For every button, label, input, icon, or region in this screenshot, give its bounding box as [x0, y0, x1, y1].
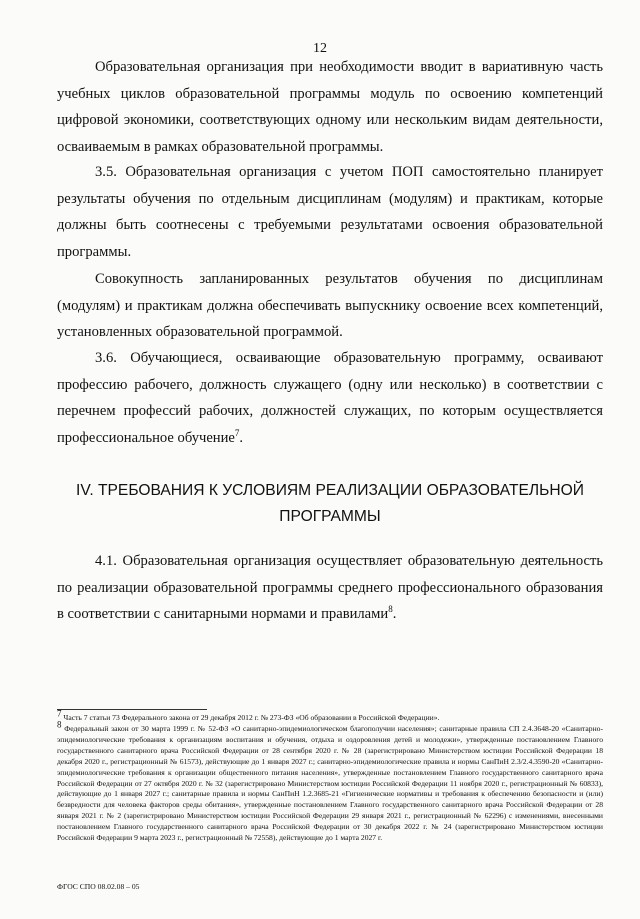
paragraph-results: [57, 266, 603, 346]
footnote-8-mark: 8: [57, 719, 62, 730]
paragraph-3-5: [57, 159, 603, 265]
document-code-footer: ФГОС СПО 08.02.08 – 05: [57, 882, 140, 891]
paragraph-3-6-body: 3.6. Обучающиеся, осваивающие образовательную программу, осваивают профессию рабочего, должность служащего (одну или несколько) в соответствии с перечнем профессий рабочих, должностей служащих, по которым осуществляется профессиональное обучение: [57, 350, 603, 446]
footnote-separator: [57, 709, 207, 710]
footnote-ref-8[interactable]: 8: [388, 604, 393, 615]
footnote-7-mark: 7: [57, 708, 62, 719]
footnote-7-body: Часть 7 статьи 73 Федерального закона от 29 декабря 2012 г. № 273-ФЗ «Об образовании в Российской Федерации».: [63, 713, 440, 722]
page-number: 12: [313, 41, 327, 56]
footnote-ref-7[interactable]: 7: [234, 427, 240, 438]
section-heading: IV. ТРЕБОВАНИЯ К УСЛОВИЯМ РЕАЛИЗАЦИИ ОБРАЗОВАТЕЛЬНОЙ ПРОГРАММЫ: [76, 482, 584, 525]
period: .: [239, 429, 244, 446]
paragraph-1: [57, 54, 603, 160]
paragraph-4-1-text: [57, 548, 603, 628]
footnote-8-text: [57, 719, 603, 844]
paragraph-1-text: Образовательная организация при необходимости вводит в вариативную часть учебных циклов образовательной программы модуль по освоению компетенций цифровой экономики, соответствующих одному или нескольким видам деятельности, осваиваемым в рамках образовательной программы.: [57, 59, 603, 155]
paragraph-3-6-text: [57, 345, 603, 451]
period: .: [392, 606, 397, 622]
paragraph-4-1-body: 4.1. Образовательная организация осуществляет образовательную деятельность по реализации образовательной программы среднего профессионального образования в соответствии с санитарными нормами и правилами: [57, 553, 603, 622]
paragraph-3-5-text: 3.5. Образовательная организация с учетом ПОП самостоятельно планирует результаты обучения по отдельным дисциплинам (модулям) и практикам, которые должны быть соотнесены с требуемыми результатами освоения образовательной программы.: [57, 164, 603, 260]
paragraph-3-6: [57, 345, 603, 451]
footnote-8-body: Федеральный закон от 30 марта 1999 г. № 52-ФЗ «О санитарно-эпидемиологическом благополучии населения»; санитарные правила СП 2.4.3648-20 «Санитарно-эпидемиологические требования к организациям воспитания и обучения, отдыха и оздоровления детей и молодежи», утвержденные постановлением Главного государственного санитарного врача Российской Федерации от 28 сентября 2020 г. № 28 (зарегистрировано Министерством юстиции Российской Федерации 18 декабря 2020 г., регистрационный № 61573), действующие до 1 января 2027 г.; санитарно-эпидемиологические правила и нормы СанПиН 2.3/2.4.3590-20 «Санитарно-эпидемиологические требования к организации общественного питания населения», утвержденные постановлением Главного государственного санитарного врача Российской Федерации от 27 октября 2020 г. № 32 (зарегистрировано Министерством юстиции Российской Федерации 11 ноября 2020 г., регистрационный № 60833), действующие до 1 января 2027 г.; санитарные правила и нормы СанПиН 1.2.3685-21 «Гигиенические нормативы и требования к обеспечению безопасности и (или) безвредности для человека факторов среды обитания», утвержденные постановлением Главного государственного санитарного врача Российской Федерации от 28 января 2021 г. № 2 (зарегистрировано Министерством юстиции Российской Федерации 29 января 2021 г., регистрационный № 62296) с изменениями, внесенными постановлением Главного государственного санитарного врача Российской Федерации от 30 декабря 2022 г. № 24 (зарегистрировано Министерством юстиции Российской Федерации 9 марта 2023 г., регистрационный № 72558), действующие до 1 марта 2027 г.: [57, 724, 603, 843]
footnote-7-text: [57, 708, 603, 724]
paragraph-results-text: Совокупность запланированных результатов обучения по дисциплинам (модулям) и практикам должна обеспечивать выпускнику освоение всех компетенций, установленных образовательной программой.: [57, 271, 603, 340]
footnote-8: [57, 719, 603, 844]
paragraph-4-1: [57, 548, 603, 628]
footnote-7: [57, 708, 603, 724]
